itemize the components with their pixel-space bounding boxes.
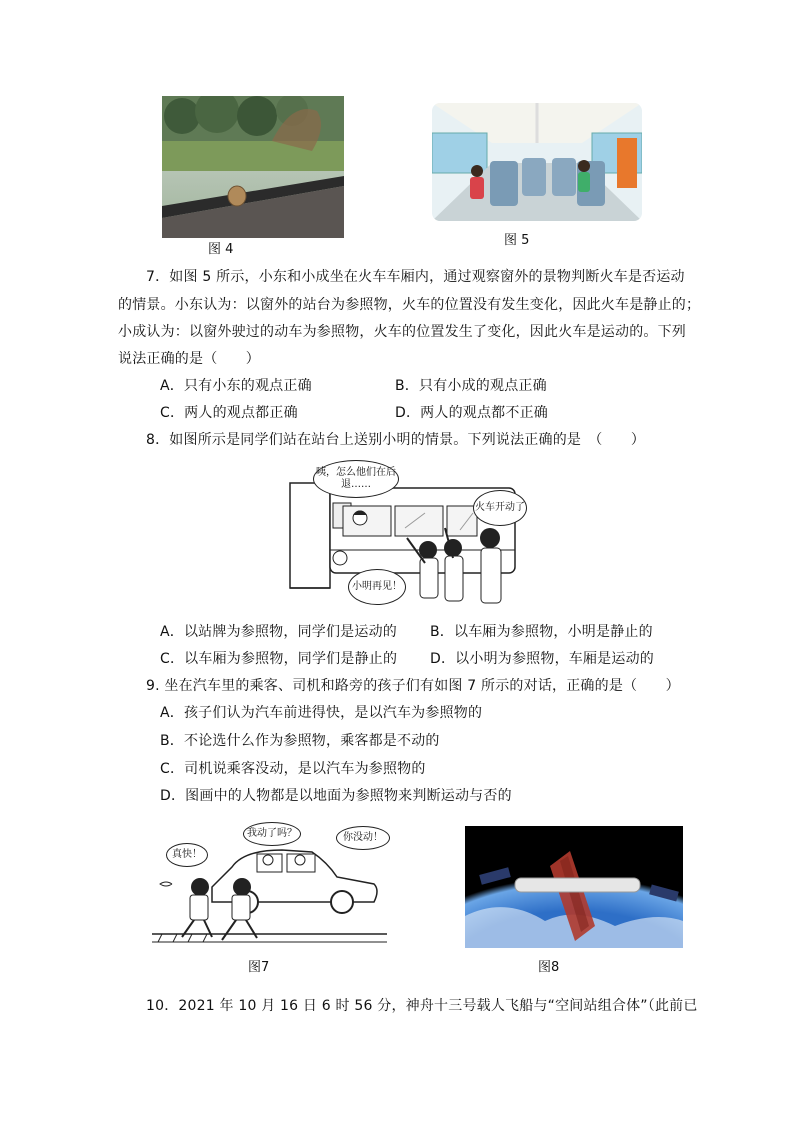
q7-option-b: B．只有小成的观点正确 [395, 378, 547, 394]
figure-4-caption: 图 4 [208, 242, 234, 257]
q10-stem-line1: 10．2021 年 10 月 16 日 6 时 56 分，神舟十三号载人飞船与“空间站组合体”（此前已 [146, 998, 698, 1014]
q8-option-c: C．以车厢为参照物，同学们是静止的 [160, 651, 398, 667]
speech-bubble-kids: 真快！ [166, 843, 208, 867]
speech-bubble-goodbye: 小明再见！ [348, 569, 406, 605]
figure-8-caption: 图8 [538, 960, 560, 975]
speech-bubble-driver: 你没动！ [336, 826, 390, 850]
figure-4-photo [162, 96, 344, 238]
coin-on-window-illustration [162, 96, 344, 238]
q8-stem: 8．如图所示是同学们站在站台上送别小明的情景。下列说法正确的是 （ ） [146, 432, 646, 448]
speech-bubble-passenger: 我动了吗？ [243, 822, 301, 846]
q7-option-c: C．两人的观点都正确 [160, 405, 298, 421]
q7-stem-line3: 小成认为：以窗外驶过的动车为参照物，火车的位置发生了变化，因此火车是运动的。下列 [118, 324, 686, 340]
q9-option-d: D．图画中的人物都是以地面为参照物来判断运动与否的 [160, 788, 512, 804]
q7-option-a: A．只有小东的观点正确 [160, 378, 312, 394]
q8-option-a: A．以站牌为参照物，同学们是运动的 [160, 624, 397, 640]
q7-stem-line2: 的情景。小东认为：以窗外的站台为参照物，火车的位置没有发生变化，因此火车是静止的； [118, 297, 701, 313]
q9-option-a: A．孩子们认为汽车前进得快，是以汽车为参照物的 [160, 705, 483, 721]
q8-option-d: D．以小明为参照物，车厢是运动的 [430, 651, 654, 667]
figure-7-caption: 图7 [248, 960, 270, 975]
speech-bubble-xiaoming: 咦，怎么他们在后退…… [313, 460, 399, 498]
figure-5-caption: 图 5 [504, 233, 530, 248]
q9-option-c: C．司机说乘客没动，是以汽车为参照物的 [160, 761, 426, 777]
train-interior-illustration [432, 103, 642, 221]
q9-stem: 9. 坐在汽车里的乘客、司机和路旁的孩子们有如图 7 所示的对话，正确的是（ ） [146, 678, 680, 694]
q7-stem-line1: 7．如图 5 所示，小东和小成坐在火车车厢内，通过观察窗外的景物判断火车是否运动 [146, 269, 685, 285]
q7-stem-line4: 说法正确的是（ ） [118, 351, 260, 367]
q7-option-d: D．两人的观点都不正确 [395, 405, 548, 421]
q9-option-b: B．不论选什么作为参照物，乘客都是不动的 [160, 733, 440, 749]
q8-option-b: B．以车厢为参照物，小明是静止的 [430, 624, 653, 640]
speech-bubble-train-moving: 火车开动了 [473, 490, 527, 526]
figure-8-photo [465, 826, 683, 948]
space-station-illustration [465, 826, 683, 948]
figure-5-illustration [432, 103, 642, 221]
